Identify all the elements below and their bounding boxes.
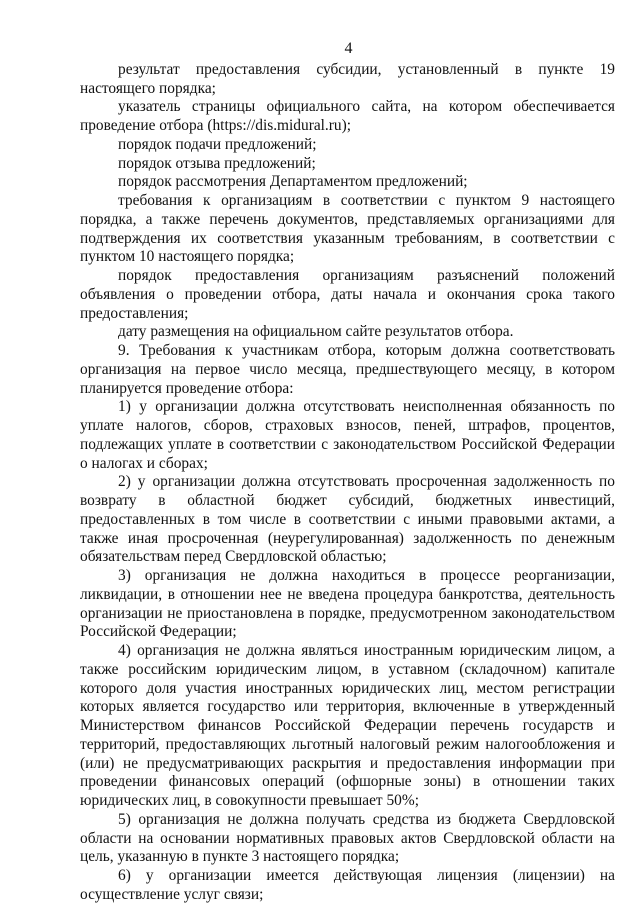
list-item-4: 4) организация не должна являться иностранным юридическим лицом, а также российским юридическим лицом, в уставном (складочном) капитале которого доля участия иностранных юридических лиц, местом регистрации которых является государство или территория, включенные в утвержденный Министерством финансов Российской Федерации перечень государств и территорий, предоставляющих льготный налоговый режим налогообложения и (или) не предусматривающих раскрытия и предоставления информации при проведении финансовых операций (офшорные зоны) в отношении таких юридических лиц, в совокупности превышает 50%; <box>80 642 615 809</box>
paragraph-site-pointer: указатель страницы официального сайта, на котором обеспечивается проведение отбора (https://dis.midural.ru); <box>80 98 615 134</box>
list-item-3: 3) организация не должна находиться в процессе реорганизации, ликвидации, в отношении нее не введена процедура банкротства, деятельность организации не приостановлена в порядке, предусмотренном законодательством Российской Федерации; <box>80 567 615 641</box>
paragraph-withdrawal-order: порядок отзыва предложений; <box>118 154 316 172</box>
list-item-5: 5) организация не должна получать средства из бюджета Свердловской области на основании нормативных правовых актов Свердловской области на цель, указанную в пункте 3 настоящего порядка; <box>80 810 615 866</box>
paragraph-results-date: дату размещения на официальном сайте результатов отбора. <box>118 323 514 341</box>
list-item-2: 2) у организации должна отсутствовать просроченная задолженность по возврату в областной бюджет субсидий, бюджетных инвестиций, предоставленных в том числе в соответствии с иными правовыми актами, а также иная просроченная (неурегулированная) задолженность по денежным обязательствам перед Свердловской областью; <box>80 473 615 566</box>
paragraph-submission-order: порядок подачи предложений; <box>118 135 317 153</box>
list-item-6: 6) у организации имеется действующая лицензия (лицензии) на осуществление услуг связи; <box>80 867 615 903</box>
paragraph-review-order: порядок рассмотрения Департаментом предложений; <box>118 173 468 191</box>
page-number: 4 <box>344 40 353 57</box>
list-item-1: 1) у организации должна отсутствовать неисполненная обязанность по уплате налогов, сборов, страховых взносов, пеней, штрафов, процентов, подлежащих уплате в соответствии с законодательством Российской Федерации о налогах и сборах; <box>80 398 615 472</box>
document-page <box>80 40 615 905</box>
paragraph-clarifications: порядок предоставления организациям разъяснений положений объявления о проведении отбора, даты начала и окончания срока такого предоставления; <box>80 267 615 322</box>
paragraph-requirements: требования к организациям в соответствии с пунктом 9 настоящего порядка, а также перечень документов, представляемых организациями для подтверждения их соответствия указанным требованиям, в соответствии с пунктом 10 настоящего порядка; <box>80 192 615 266</box>
paragraph-clause-9: 9. Требования к участникам отбора, которым должна соответствовать организация на первое число месяца, предшествующего месяцу, в котором планируется проведение отбора: <box>80 342 615 397</box>
paragraph-result: результат предоставления субсидии, установленный в пункте 19 настоящего порядка; <box>80 60 615 97</box>
